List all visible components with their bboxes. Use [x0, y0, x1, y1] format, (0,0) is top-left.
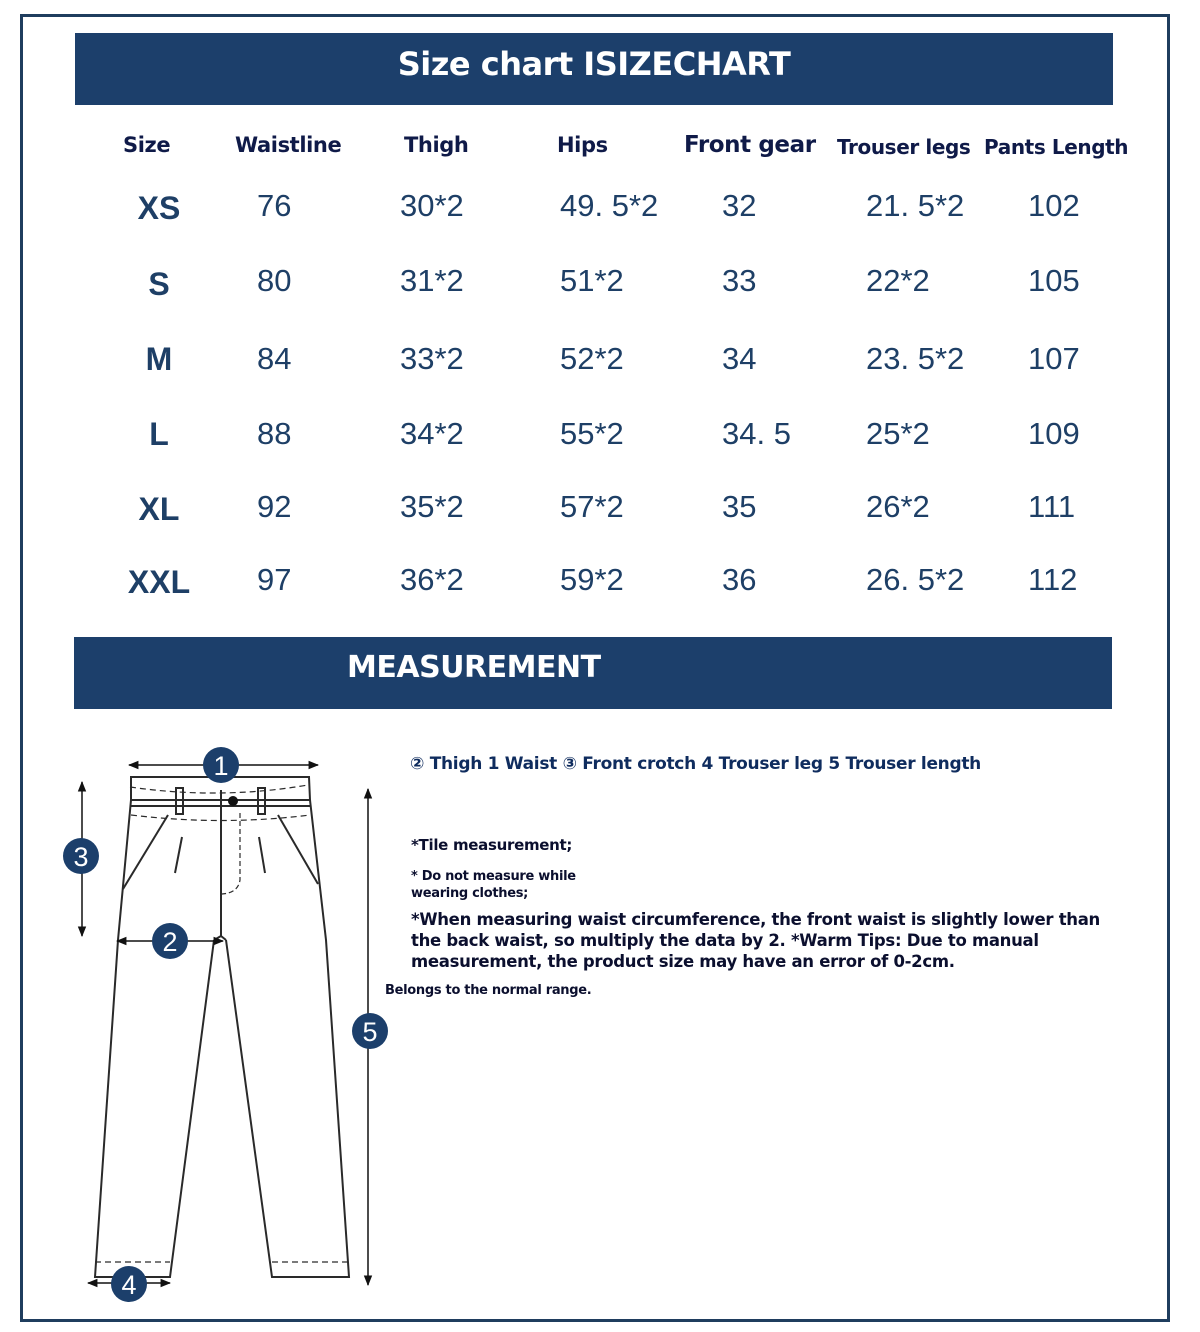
cell-waistline: 76	[257, 188, 292, 223]
cell-waistline: 92	[257, 489, 292, 524]
cell-pants-length: 105	[1028, 263, 1080, 298]
trousers-diagram	[0, 0, 420, 1332]
cell-hips: 59*2	[560, 562, 624, 597]
cell-trouser-legs: 21. 5*2	[866, 188, 965, 223]
marker-1-label: 1	[213, 751, 229, 781]
cell-size: L	[149, 416, 169, 452]
cell-trouser-legs: 22*2	[866, 263, 930, 298]
cell-pants-length: 111	[1028, 489, 1076, 524]
cell-thigh: 31*2	[400, 263, 464, 298]
marker-3-label: 3	[73, 842, 89, 872]
cell-waistline: 80	[257, 263, 292, 298]
column-header-front-gear: Front gear	[684, 132, 816, 158]
measurement-arrows	[82, 765, 368, 1285]
note-waist-tips: *When measuring waist circumference, the front waist is slightly lower than the back waist, so multiply the data by 2. *Warm Tips: Due to manual measurement, the product size may have an error of 0-2cm.	[411, 910, 1101, 971]
cell-trouser-legs: 25*2	[866, 416, 930, 451]
cell-hips: 57*2	[560, 489, 624, 524]
note-no-clothes: * Do not measure while wearing clothes;	[411, 869, 576, 901]
cell-trouser-legs: 23. 5*2	[866, 341, 965, 376]
cell-hips: 55*2	[560, 416, 624, 451]
marker-badge-5	[352, 1013, 388, 1049]
column-header-size: Size	[123, 133, 171, 157]
marker-4-label: 4	[121, 1270, 137, 1300]
note-normal-range: Belongs to the normal range.	[385, 983, 592, 998]
marker-badge-3	[63, 838, 99, 874]
note-tile-measurement: *Tile measurement;	[411, 836, 573, 854]
cell-front-gear: 34. 5	[722, 416, 791, 451]
cell-thigh: 30*2	[400, 188, 464, 223]
cell-pants-length: 107	[1028, 341, 1080, 376]
marker-badge-2	[152, 923, 188, 959]
cell-hips: 52*2	[560, 341, 624, 376]
cell-pants-length: 112	[1028, 562, 1078, 597]
size-chart-title: Size chart ISIZECHART	[397, 45, 791, 83]
column-header-hips: Hips	[557, 133, 608, 157]
cell-front-gear: 33	[722, 263, 757, 298]
cell-waistline: 97	[257, 562, 292, 597]
cell-thigh: 35*2	[400, 489, 464, 524]
column-header-pants-length: Pants Length	[984, 135, 1129, 159]
cell-front-gear: 35	[722, 489, 757, 524]
cell-pants-length: 102	[1028, 188, 1080, 223]
cell-thigh: 34*2	[400, 416, 464, 451]
cell-front-gear: 34	[722, 341, 757, 376]
cell-hips: 49. 5*2	[560, 188, 659, 223]
column-header-trouser-legs: Trouser legs	[837, 135, 971, 159]
cell-trouser-legs: 26. 5*2	[866, 562, 965, 597]
marker-badge-4	[111, 1266, 147, 1302]
cell-size: S	[148, 266, 170, 302]
cell-size: XS	[137, 190, 181, 226]
column-header-thigh: Thigh	[404, 133, 469, 157]
measurement-title: MEASUREMENT	[347, 650, 601, 685]
trousers-outline-icon	[95, 777, 349, 1277]
cell-thigh: 33*2	[400, 341, 464, 376]
marker-badge-1	[203, 747, 239, 783]
cell-waistline: 88	[257, 416, 292, 451]
column-header-waistline: Waistline	[235, 133, 342, 157]
measurement-legend: ② Thigh 1 Waist ③ Front crotch 4 Trouser leg 5 Trouser length	[410, 754, 981, 774]
cell-trouser-legs: 26*2	[866, 489, 930, 524]
cell-hips: 51*2	[560, 263, 624, 298]
cell-thigh: 36*2	[400, 562, 464, 597]
cell-size: XL	[138, 491, 180, 527]
cell-size: M	[145, 341, 173, 377]
cell-size: XXL	[127, 564, 191, 600]
marker-2-label: 2	[162, 927, 178, 957]
cell-pants-length: 109	[1028, 416, 1080, 451]
cell-front-gear: 36	[722, 562, 757, 597]
button-dot	[228, 796, 238, 806]
cell-waistline: 84	[257, 341, 292, 376]
cell-front-gear: 32	[722, 188, 757, 223]
marker-5-label: 5	[362, 1017, 378, 1047]
